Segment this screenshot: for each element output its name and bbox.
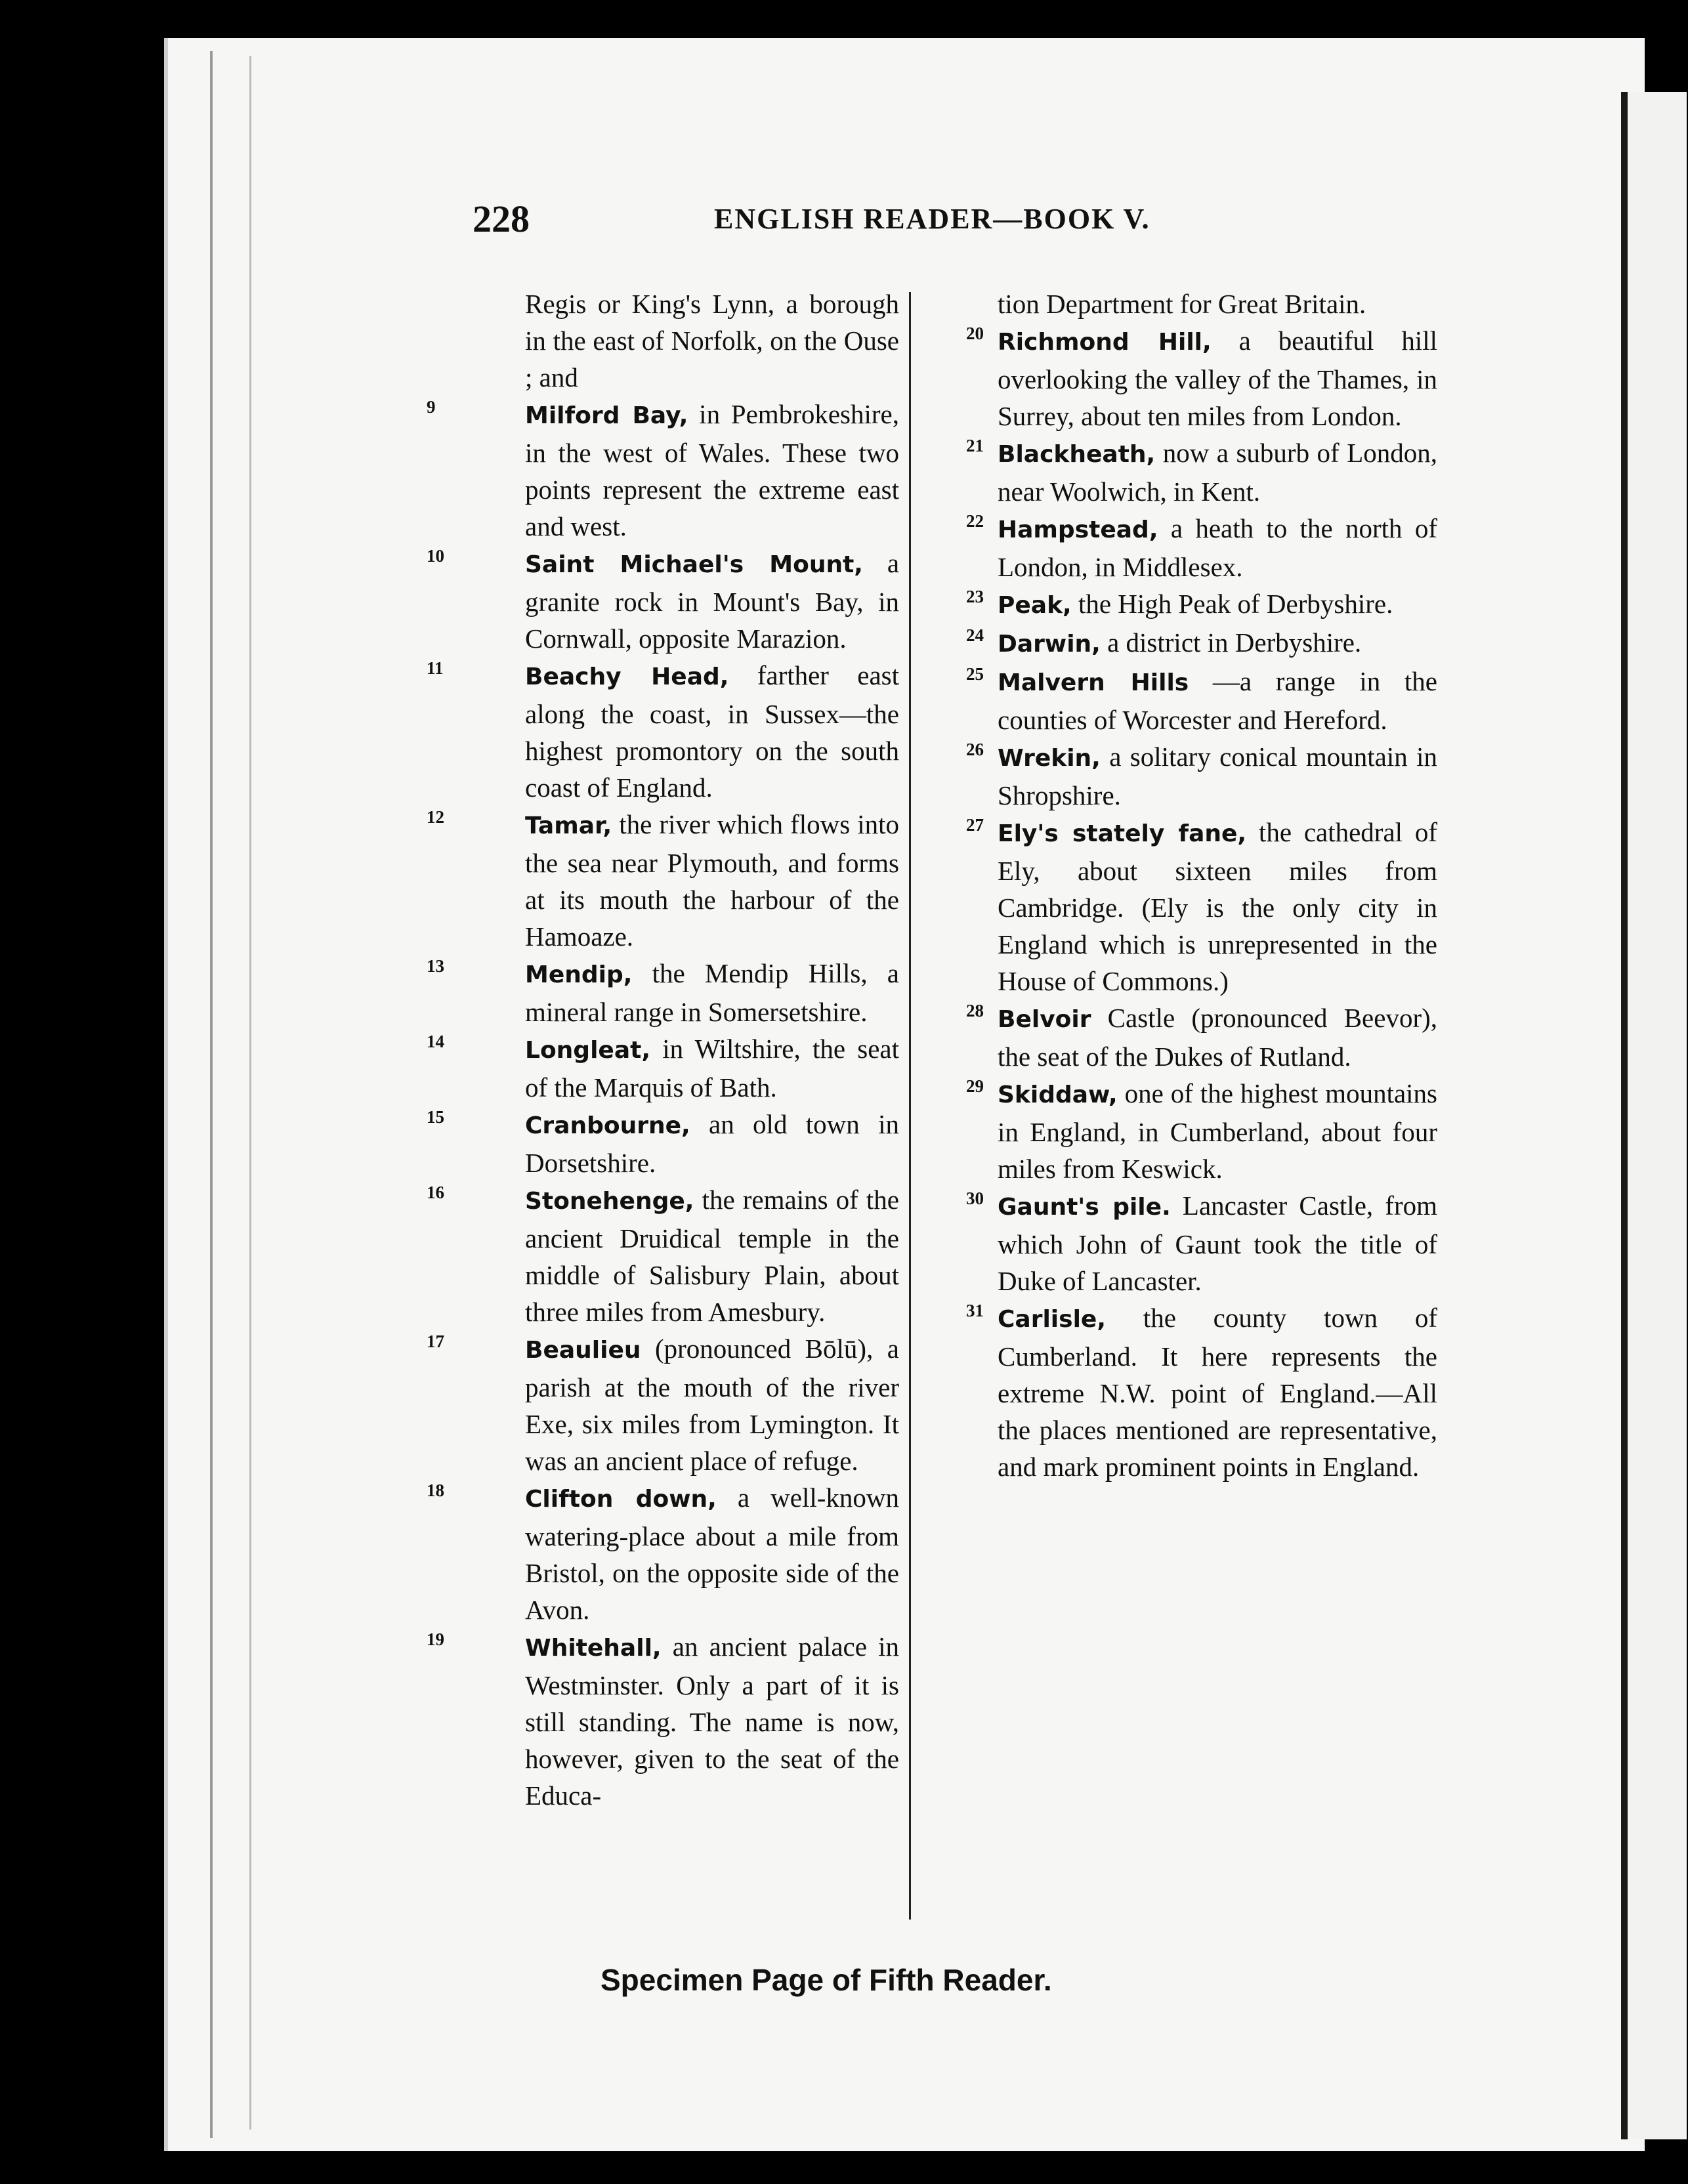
page-edge-line-inner — [249, 56, 251, 2130]
footnote-term: Carlisle, — [998, 1306, 1107, 1333]
footnote-text: a district in Derbyshire. — [1107, 627, 1362, 658]
footnote-text: a beautiful hill overlooking the valley of the Thames, in Surrey, about ten miles from London. — [998, 326, 1437, 431]
page-number: 228 — [473, 198, 530, 240]
footnote-number: 16 — [427, 1183, 444, 1202]
footnote-text: the cathedral of Ely, about sixteen miles from Cambridge. (Ely is the only city in England which is unrepresented in the House of Commons.) — [998, 817, 1438, 996]
footnote-number: 11 — [427, 658, 444, 678]
footnote-item — [427, 1181, 899, 1330]
page-header — [473, 197, 1214, 249]
specimen-caption: Specimen Page of Fifth Reader. — [601, 1963, 1052, 1997]
footnote-number: 25 — [966, 664, 984, 684]
footnote-item — [932, 1187, 1437, 1299]
footnote-number: 30 — [966, 1188, 984, 1208]
footnote-item — [427, 1030, 899, 1106]
footnote-item — [427, 1106, 899, 1181]
continued-note: Regis or King's Lynn, a borough in the east of Norfolk, on the Ouse ; and — [525, 289, 899, 392]
footnote-number: 22 — [966, 511, 984, 531]
footnote-item — [932, 738, 1437, 814]
footnote-number: 17 — [427, 1332, 444, 1351]
footnote-number: 28 — [966, 1001, 984, 1020]
footnote-number: 10 — [427, 546, 444, 566]
footnote-text: the High Peak of Derbyshire. — [1078, 589, 1393, 619]
running-head: ENGLISH READER—BOOK V. — [714, 203, 1150, 235]
footnote-item — [932, 663, 1437, 738]
footnote-term: Wrekin, — [998, 745, 1101, 772]
left-notes-list — [427, 396, 899, 1814]
footnote-term: Peak, — [998, 592, 1072, 619]
footnote-item — [932, 585, 1437, 624]
right-column — [932, 285, 1437, 1485]
footnote-text: Lancaster Castle, from which John of Gaunt took the title of Duke of Lancaster. — [998, 1190, 1438, 1296]
footnote-text: in Wiltshire, the seat of the Marquis of Bath. — [525, 1034, 899, 1102]
footnote-number: 12 — [427, 807, 444, 827]
footnote-item — [932, 624, 1437, 663]
page-edge-line — [210, 51, 213, 2138]
footnote-number: 9 — [427, 397, 436, 417]
footnote-text: the river which flows into the sea near Plymouth, and forms at its mouth the harbour of the Hamoaze. — [525, 809, 900, 952]
footnote-number: 21 — [966, 436, 984, 455]
footnote-item — [932, 814, 1437, 999]
footnote-item — [932, 999, 1437, 1075]
footnote-term: Skiddaw, — [998, 1082, 1118, 1108]
footnote-text: the remains of the ancient Druidical temple in the middle of Salisbury Plain, about three miles from Amesbury. — [525, 1185, 899, 1327]
footnote-number: 26 — [966, 740, 984, 759]
footnote-term: Tamar, — [525, 812, 612, 839]
footnote-term: Saint Michael's Mount, — [525, 551, 863, 578]
footnote-term: Clifton down, — [525, 1486, 717, 1513]
footnote-item — [932, 322, 1437, 434]
footnote-item — [932, 510, 1437, 585]
footnote-text: an old town in Dorsetshire. — [525, 1109, 899, 1178]
footnote-term: Belvoir — [998, 1006, 1091, 1033]
footnote-item — [427, 955, 899, 1030]
footnote-term: Mendip, — [525, 961, 633, 988]
footnote-number: 23 — [966, 587, 984, 606]
adjacent-page-strip — [1621, 92, 1687, 2139]
footnote-term: Malvern Hills — [998, 669, 1189, 696]
continued-note: tion Department for Great Britain. — [998, 289, 1366, 319]
footnote-item — [932, 1299, 1437, 1485]
footnote-number: 27 — [966, 815, 984, 835]
footnote-term: Beachy Head, — [525, 663, 729, 690]
footnote-item — [932, 1075, 1437, 1187]
footnote-term: Beaulieu — [525, 1337, 641, 1364]
footnote-text: farther east along the coast, in Sussex—the highest promontory on the south coast of England. — [525, 660, 899, 803]
footnote-item — [427, 806, 899, 955]
footnote-term: Whitehall, — [525, 1635, 662, 1662]
footnote-number: 31 — [966, 1301, 984, 1320]
left-column — [427, 285, 899, 1814]
footnote-number: 13 — [427, 956, 444, 976]
footnote-item — [427, 545, 899, 657]
footnote-term: Blackheath, — [998, 441, 1156, 468]
footnote-text: the county town of Cumberland. It here represents the extreme N.W. point of England.—All the places mentioned are representative, and mark prominent points in England. — [998, 1303, 1437, 1482]
footnote-term: Hampstead, — [998, 516, 1158, 543]
footnote-item — [427, 396, 899, 545]
footnote-item — [427, 1628, 899, 1814]
column-divider — [909, 292, 911, 1920]
footnote-number: 18 — [427, 1480, 444, 1500]
footnote-item — [427, 1479, 899, 1628]
footnote-text: —a range in the counties of Worcester and Hereford. — [998, 666, 1437, 735]
footnote-term: Darwin, — [998, 631, 1101, 658]
footnote-number: 20 — [966, 324, 984, 343]
footnote-term: Gaunt's pile. — [998, 1194, 1171, 1221]
footnote-term: Richmond Hill, — [998, 329, 1212, 356]
right-notes-list — [932, 322, 1437, 1485]
footnote-number: 29 — [966, 1076, 984, 1096]
footnote-text: a well-known watering-place about a mile from Bristol, on the opposite side of the Avon. — [525, 1482, 899, 1625]
footnote-number: 14 — [427, 1032, 444, 1051]
footnote-number: 19 — [427, 1629, 444, 1649]
footnote-text: a granite rock in Mount's Bay, in Cornwall, opposite Marazion. — [525, 548, 900, 654]
footnote-term: Milford Bay, — [525, 402, 688, 429]
footnote-text: in Pembrokeshire, in the west of Wales. These two points represent the extreme east and west. — [525, 399, 899, 541]
footnote-text: now a suburb of London, near Woolwich, in Kent. — [998, 438, 1437, 507]
footnote-text: one of the highest mountains in England, in Cumberland, about four miles from Keswick. — [998, 1078, 1438, 1184]
footnote-text: a solitary conical mountain in Shropshire. — [998, 742, 1437, 810]
footnote-text: an ancient palace in Westminster. Only a part of it is still standing. The name is now, however, given to the seat of the Educa- — [525, 1631, 899, 1811]
footnote-term: Cranbourne, — [525, 1112, 690, 1139]
footnote-term: Stonehenge, — [525, 1188, 694, 1215]
footnote-number: 24 — [966, 625, 984, 645]
footnote-text: Castle (pronounced Beevor), the seat of the Dukes of Rutland. — [998, 1003, 1437, 1072]
footnote-term: Ely's stately fane, — [998, 820, 1247, 847]
footnote-text: the Mendip Hills, a mineral range in Somersetshire. — [525, 958, 899, 1027]
footnote-term: Longleat, — [525, 1037, 651, 1064]
footnote-number: 15 — [427, 1107, 444, 1127]
footnote-item — [427, 657, 899, 806]
footnote-text: (pronounced Bōlū), a parish at the mouth of the river Exe, six miles from Lymington. It was an ancient place of refuge. — [525, 1334, 899, 1476]
footnote-item — [427, 1330, 899, 1479]
footnote-text: a heath to the north of London, in Middlesex. — [998, 513, 1437, 582]
footnote-item — [932, 434, 1437, 510]
